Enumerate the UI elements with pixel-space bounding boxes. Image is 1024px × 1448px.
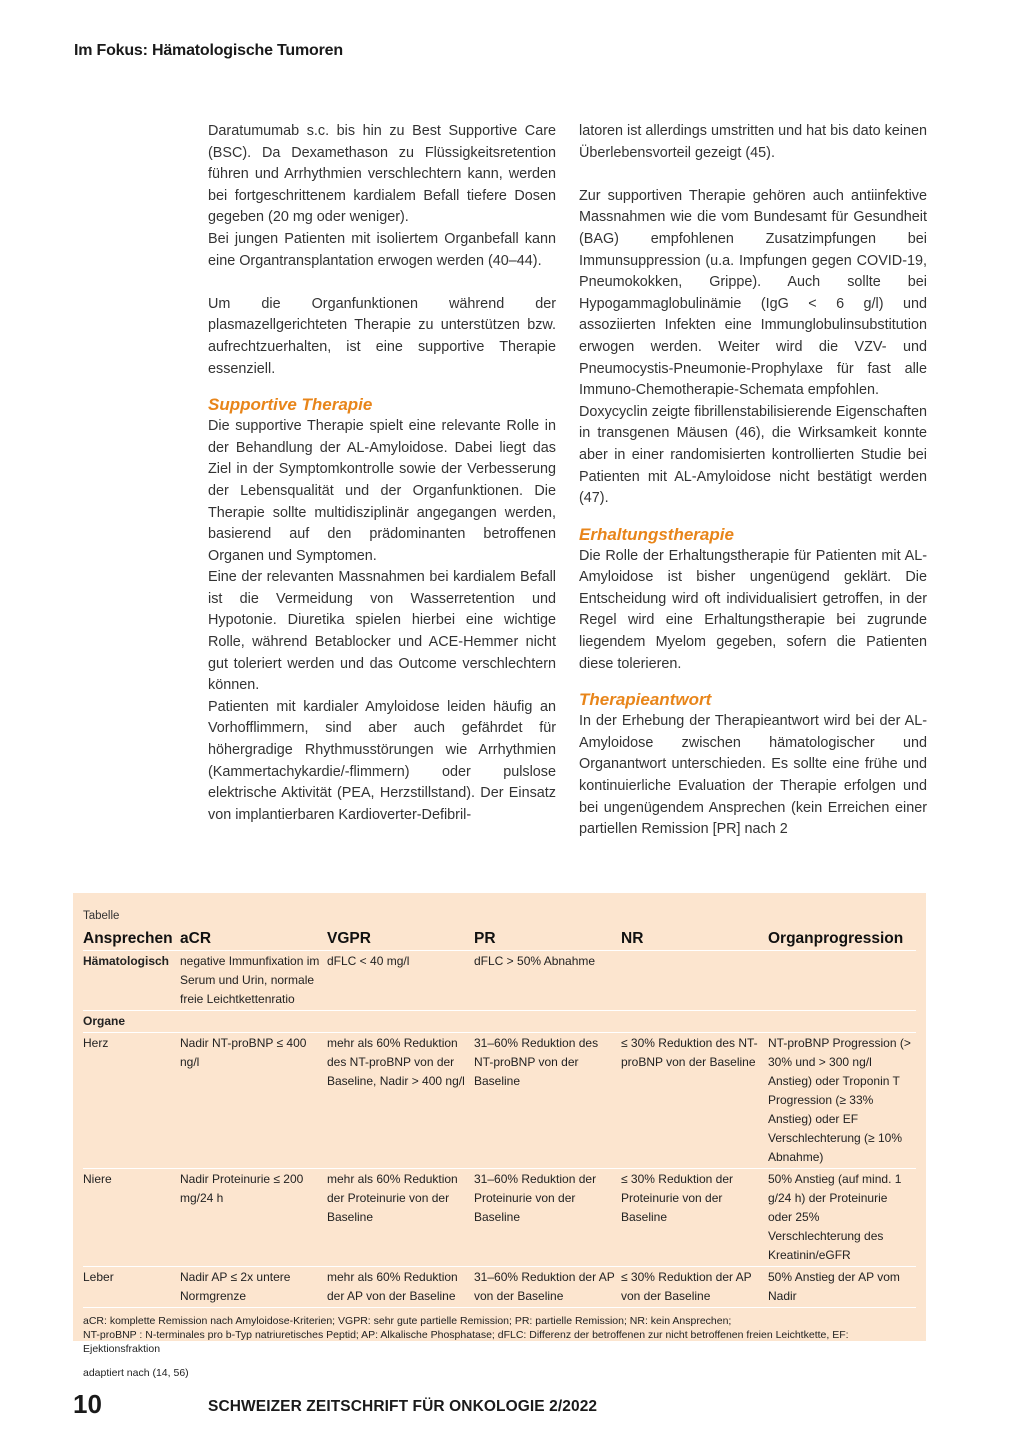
table-cell: Nadir AP ≤ 2x untere Normgrenze [180,1267,327,1308]
body-paragraph: Eine der relevanten Massnahmen bei kardialem Befall ist die Vermeidung von Wasserretention und Hypotonie. Diuretika spielen hierbei eine wichtige Rolle, während Betablocker und ACE-Hemmer nicht gut toleriert werden und das Outcome verschlechtern können. [208,569,556,694]
body-paragraph: Doxycyclin zeigte fibrillenstabilisierende Eigenschaften in transgenen Mäusen (46), die Wirksamkeit konnte aber in einer randomisierten kontrollierten Studie bei Patienten mit AL-Amyloidose nicht bestätigt werden (47). [579,403,927,507]
table-cell: dFLC < 40 mg/l [327,951,474,1011]
table-header-cell: Ansprechen [83,927,180,951]
table-header-cell: VGPR [327,927,474,951]
body-paragraph: Zur supportiven Therapie gehören auch antiinfektive Massnahmen wie die vom Bundesamt für Gesundheit (BAG) empfohlenen Zusatzimpfungen bei Immunsuppression (u.a. Impfungen gegen COVID-19, Pneumokokken, Grippe). Auch sollte bei Hypogammaglobulinämie (IgG < 6 g/l) und assoziierten Infekten eine Immunglobulinsubstitution erwogen werden. Weiter wird die VZV- und Pneumocystis-Pneumonie-Prophylaxe für fast alle Immuno-Chemotherapie-Schemata empfohlen. [579,187,927,399]
row-label: Leber [83,1267,180,1308]
body-paragraph: Um die Organfunktionen während der plasmazellgerichteten Therapie zu unterstützen bzw. aufrechtzuerhalten, ist eine supportive Therapie essenziell. [208,295,556,377]
table-cell: Nadir Proteinurie ≤ 200 mg/24 h [180,1169,327,1267]
table-cell: ≤ 30% Reduktion der Proteinurie von der Baseline [621,1169,768,1267]
section-heading: Erhaltungstherapie [579,524,734,544]
table-cell: 31–60% Reduktion der AP von der Baseline [474,1267,621,1308]
journal-title: SCHWEIZER ZEITSCHRIFT FÜR ONKOLOGIE 2/2022 [208,1398,598,1415]
left-text-column [208,121,556,826]
row-label: Herz [83,1033,180,1169]
table-cell [621,951,768,1011]
row-label: Organe [83,1011,180,1033]
section-heading: Supportive Therapie [208,395,373,415]
table-cell: Nadir NT-proBNP ≤ 400 ng/l [180,1033,327,1169]
body-paragraph: Patienten mit kardialer Amyloidose leiden häufig an Vorhofflimmern, sind aber auch gefährdet für höhergradige Rhythmusstörungen wie Arrhythmien (Kammertachykardie/-flimmern) oder pulslose elektrische Aktivität (PEA, Herzstillstand). Der Einsatz von implantierbaren Kardioverter-Defibril- [208,698,556,823]
table-cell: ≤ 30% Reduktion des NT-proBNP von der Baseline [621,1033,768,1169]
table-cell: mehr als 60% Reduktion der Proteinurie von der Baseline [327,1169,474,1267]
row-label: Niere [83,1169,180,1267]
table-row [83,1011,916,1033]
table-header-cell: aCR [180,927,327,951]
footnote-line: aCR: komplette Remission nach Amyloidose-Kriterien; VGPR: sehr gute partielle Remission; PR: partielle Remission; NR: kein Ansprechen; [83,1315,732,1327]
table-cell: ≤ 30% Reduktion der AP von der Baseline [621,1267,768,1308]
table-caption: Tabelle [83,910,120,922]
body-paragraph: Die supportive Therapie spielt eine relevante Rolle in der Behandlung der AL-Amyloidose. Dabei liegt das Ziel in der Symptomkontrolle sowie der Verbesserung der Lebensqualität und der Organfunktionen. Die Therapie sollte multidisziplinär angegangen werden, basierend auf den prädominanten betroffenen Organen und Symptomen. [208,418,556,564]
table-cell: dFLC > 50% Abnahme [474,951,621,1011]
body-paragraph: Die Rolle der Erhaltungstherapie für Patienten mit AL-Amyloidose ist bisher ungenügend geklärt. Die Entscheidung wird oft individualisiert getroffen, in der Regel wird eine Erhaltungstherapie bei zugrunde liegendem Myelom gegeben, sofern die Patienten diese tolerieren. [579,547,927,672]
table-row [83,951,916,1011]
body-paragraph: Daratumumab s.c. bis hin zu Best Supportive Care (BSC). Da Dexamethason zu Flüssigkeitsretention führen und Arrhythmien verschlechtern kann, werden bei fortgeschrittenem kardialem Befall tiefere Dosen gegeben (20 mg oder weniger). [208,123,556,226]
table-cell [474,1011,621,1033]
table-row [83,1267,916,1308]
table-header-cell: PR [474,927,621,951]
running-header: Im Fokus: Hämatologische Tumoren [74,42,343,59]
table-row [83,1033,916,1169]
body-paragraph: In der Erhebung der Therapieantwort wird bei der AL-Amyloidose zwischen hämatologischer und Organantwort unterschieden. Es sollte eine frühe und kontinuierliche Evaluation der Therapie erfolgen und bei ungenügendem Ansprechen (kein Erreichen einer partiellen Remission [PR] nach 2 [579,713,927,838]
table-cell: mehr als 60% Reduktion des NT-proBNP von der Baseline, Nadir > 400 ng/l [327,1033,474,1169]
page-number: 10 [73,1389,102,1419]
table-cell: 50% Anstieg der AP vom Nadir [768,1267,916,1308]
table-header-cell: Organprogression [768,927,916,951]
table-cell [768,951,916,1011]
table-cell [768,1011,916,1033]
table-cell [180,1011,327,1033]
table-source: adaptiert nach (14, 56) [83,1367,189,1379]
table-cell: 31–60% Reduktion der Proteinurie von der Baseline [474,1169,621,1267]
table-cell: 31–60% Reduktion des NT-proBNP von der Baseline [474,1033,621,1169]
table-cell: 50% Anstieg (auf mind. 1 g/24 h) der Proteinurie oder 25% Verschlechterung des Kreatinin/eGFR [768,1169,916,1267]
footnote-line: NT-proBNP : N-terminales pro b-Typ natriuretisches Peptid; AP: Alkalische Phosphatase; dFLC: Differenz der betroffenen zur nicht betroffenen freien Leichtkette, EF: Ejektionsfraktion [83,1329,849,1355]
body-paragraph: Bei jungen Patienten mit isoliertem Organbefall kann eine Organtransplantation erwogen werden (40–44). [208,230,556,269]
table-cell: NT-proBNP Progression (> 30% und > 300 ng/l Anstieg) oder Troponin T Progression (≥ 33% Anstieg) oder EF Verschlechterung (≥ 10% Abnahme) [768,1033,916,1169]
table-row [83,1169,916,1267]
table-cell: negative Immunfixation im Serum und Urin, normale freie Leichtkettenratio [180,951,327,1011]
response-table [83,927,916,1308]
right-text-column [579,121,927,841]
table-footnotes [83,1314,916,1356]
table-cell: mehr als 60% Reduktion der AP von der Baseline [327,1267,474,1308]
row-label: Hämatologisch [83,951,180,1011]
section-heading: Therapieantwort [579,690,712,710]
response-table-box [73,893,926,1379]
body-paragraph: latoren ist allerdings umstritten und hat bis dato keinen Überlebensvorteil gezeigt (45). [579,123,927,161]
table-header-cell: NR [621,927,768,951]
table-cell [327,1011,474,1033]
table-cell [621,1011,768,1033]
